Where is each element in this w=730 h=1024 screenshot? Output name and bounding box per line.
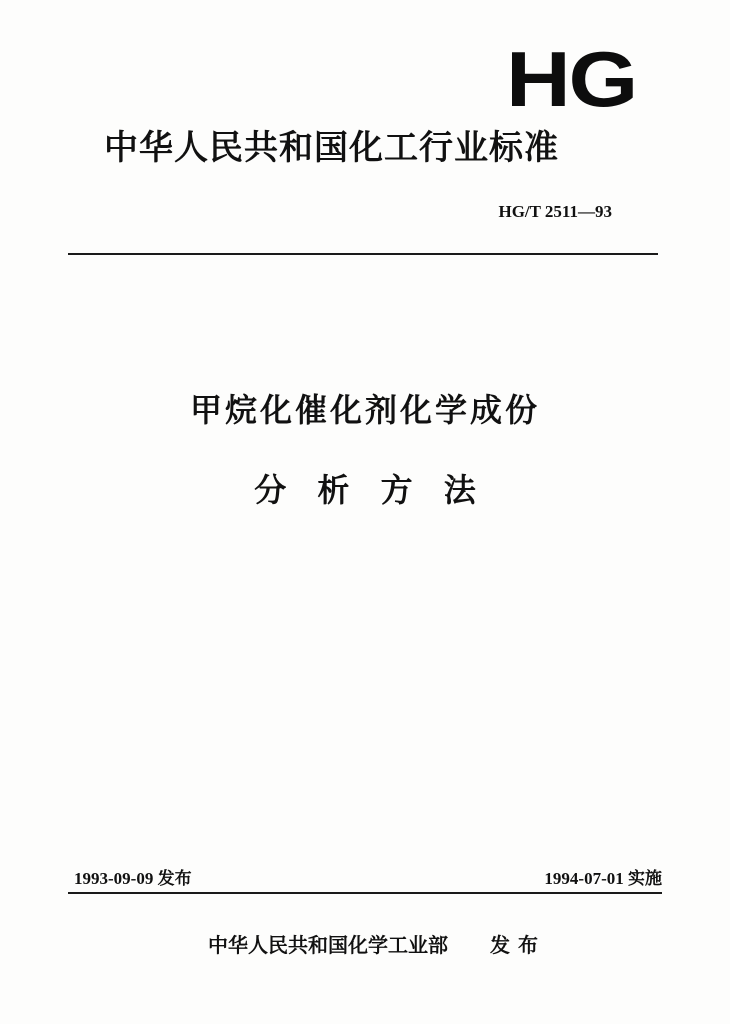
title-char: 析 <box>317 471 350 509</box>
hg-logo: HG <box>506 35 636 123</box>
publisher-name: 中华人民共和国化学工业部 <box>208 933 448 957</box>
document-title-line2 <box>0 470 730 510</box>
bottom-divider <box>68 892 662 894</box>
publish-label: 发布 <box>490 933 546 957</box>
title-char: 方 <box>380 471 413 509</box>
document-title-line1: 甲烷化催化剂化学成份 <box>189 391 540 429</box>
org-title: 中华人民共和国化工行业标准 <box>104 128 559 168</box>
top-divider <box>68 253 658 255</box>
title-char: 分 <box>254 471 287 509</box>
issue-date: 1993-09-09 发布 <box>74 869 192 888</box>
title-char: 法 <box>443 471 476 509</box>
implementation-date: 1994-07-01 实施 <box>544 869 662 888</box>
standard-number: HG/T 2511—93 <box>498 202 612 221</box>
